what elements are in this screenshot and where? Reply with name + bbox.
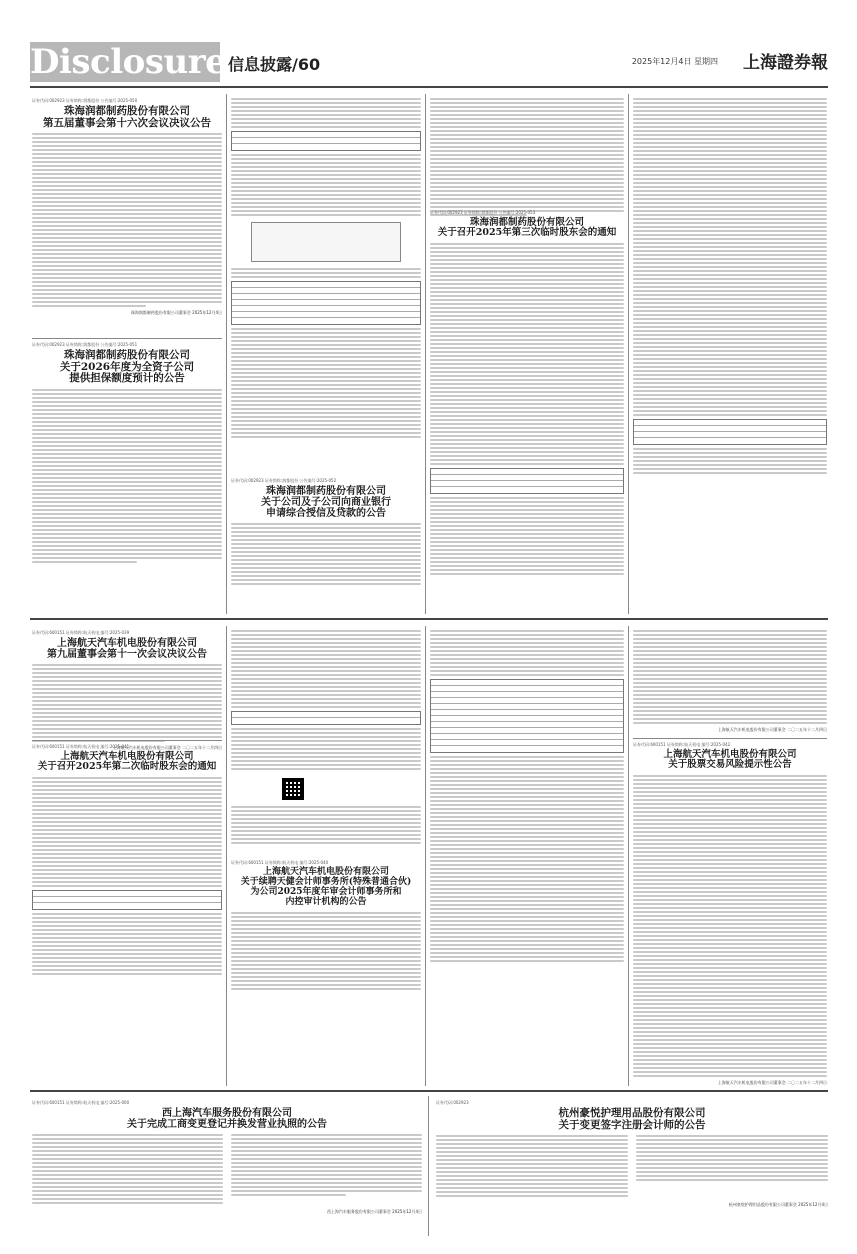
article-meta: 证券代码:600151 证券简称:航天机电 编号:2025-042 bbox=[633, 742, 731, 747]
article-title: 上海航天汽车机电股份有限公司 第九届董事会第十一次会议决议公告 bbox=[47, 638, 207, 660]
article-body bbox=[32, 913, 222, 975]
article-signature: 上海航天汽车机电股份有限公司董事会 二〇二五年十二月四日 bbox=[717, 727, 827, 732]
announcement-article bbox=[633, 742, 827, 1086]
article-title: 上海航天汽车机电股份有限公司 关于股票交易风险提示性公告 bbox=[663, 749, 797, 771]
block-rule bbox=[30, 1090, 828, 1092]
issue-date: 2025年12月4日 星期四 bbox=[631, 57, 718, 66]
announcement-article bbox=[32, 630, 222, 751]
article-meta: 证券代码:600151 证券简称:航天机电 编号:2025-000 bbox=[32, 1100, 130, 1105]
announcement-article bbox=[32, 342, 222, 565]
article-body bbox=[231, 728, 421, 770]
article-body bbox=[231, 98, 421, 128]
article-title: 西上海汽车服务股份有限公司 关于完成工商变更登记并换发营业执照的公告 bbox=[127, 1108, 327, 1130]
article-body bbox=[633, 98, 827, 416]
column-divider bbox=[425, 626, 426, 1086]
article-body bbox=[231, 630, 421, 708]
article-body bbox=[231, 1134, 422, 1206]
article-body bbox=[633, 448, 827, 474]
article-meta: 证券代码:002923 bbox=[436, 1100, 469, 1105]
column-divider bbox=[425, 94, 426, 614]
article-body bbox=[430, 756, 624, 962]
article-title: 珠海润都制药股份有限公司 关于2026年度为全资子公司 提供担保额度预计的公告 bbox=[59, 349, 195, 385]
article-body bbox=[430, 497, 624, 575]
article-body bbox=[32, 1134, 223, 1206]
proposal-table bbox=[633, 419, 827, 445]
article-body bbox=[231, 806, 421, 844]
announcement-article bbox=[231, 860, 421, 992]
article-continuation bbox=[231, 806, 421, 846]
article-body bbox=[633, 630, 827, 724]
article-continuation bbox=[633, 98, 827, 476]
article-body bbox=[436, 1135, 628, 1199]
article-title: 珠海润都制药股份有限公司 第五届董事会第十六次会议决议公告 bbox=[43, 105, 211, 129]
article-signature: 珠海润都制药股份有限公司董事会 2025年12月4日 bbox=[130, 310, 222, 316]
article-meta: 证券代码:002923 证券简称:润都股份 公告编号:2025-051 bbox=[32, 342, 138, 347]
article-body bbox=[430, 630, 624, 676]
article-body bbox=[32, 777, 222, 887]
article-body bbox=[231, 523, 421, 585]
article-meta: 证券代码:600151 证券简称:航天机电 编号:2025-041 bbox=[32, 744, 130, 749]
column-divider bbox=[628, 94, 629, 614]
column-divider bbox=[226, 94, 227, 614]
article-continuation bbox=[231, 98, 421, 440]
article-meta: 证券代码:002923 证券简称:润都股份 公告编号:2025-053 bbox=[430, 210, 536, 215]
article-body bbox=[32, 389, 222, 563]
article-meta: 证券代码:002923 证券简称:润都股份 公告编号:2025-050 bbox=[32, 98, 138, 103]
article-meta: 证券代码:600151 证券简称:航天机电 编号:2025-040 bbox=[231, 860, 329, 865]
column-divider bbox=[428, 1096, 429, 1236]
data-table bbox=[231, 131, 421, 151]
financial-table bbox=[231, 281, 421, 325]
announcement-article bbox=[32, 98, 222, 316]
announcement-article bbox=[436, 1100, 828, 1208]
announcement-article bbox=[32, 1100, 422, 1215]
newspaper-name: 上海證券報 bbox=[743, 53, 828, 73]
column-divider bbox=[226, 626, 227, 1086]
brand-logo: Disclosure bbox=[30, 42, 227, 82]
proposal-table bbox=[32, 890, 222, 910]
masthead bbox=[30, 42, 828, 82]
article-title: 珠海润都制药股份有限公司 关于召开2025年第三次临时股东会的通知 bbox=[437, 217, 617, 239]
article-divider bbox=[633, 738, 827, 739]
article-divider bbox=[32, 338, 222, 339]
column-divider bbox=[628, 626, 629, 1086]
article-meta: 证券代码:002923 证券简称:润都股份 公告编号:2025-052 bbox=[231, 478, 337, 483]
article-body bbox=[231, 912, 421, 990]
proposal-table bbox=[430, 468, 624, 494]
announcement-article bbox=[231, 478, 421, 587]
article-body bbox=[430, 243, 624, 465]
article-continuation bbox=[430, 630, 624, 964]
article-body bbox=[231, 268, 421, 278]
qr-code-icon bbox=[282, 778, 304, 800]
article-body bbox=[636, 1135, 828, 1199]
equity-structure-diagram bbox=[251, 222, 401, 262]
article-body bbox=[32, 133, 222, 307]
article-title: 杭州豪悦护理用品股份有限公司 关于变更签字注册会计师的公告 bbox=[558, 1107, 706, 1131]
announcement-article bbox=[32, 744, 222, 977]
section-title: 信息披露/60 bbox=[228, 55, 321, 74]
article-body bbox=[32, 664, 222, 742]
article-signature: 西上海汽车服务股份有限公司董事会 2025年12月4日 bbox=[326, 1209, 422, 1214]
article-title: 上海航天汽车机电股份有限公司 关于召开2025年第二次临时股东会的通知 bbox=[37, 751, 217, 773]
article-continuation bbox=[231, 630, 421, 772]
article-signature: 上海航天汽车机电股份有限公司董事会 二〇二五年十二月四日 bbox=[717, 1079, 827, 1085]
article-continuation bbox=[633, 630, 827, 733]
article-body bbox=[633, 775, 827, 1077]
article-body bbox=[231, 328, 421, 438]
masthead-rule bbox=[30, 86, 828, 88]
article-title: 上海航天汽车机电股份有限公司 关于续聘天健会计师事务所(特殊普通合伙) 为公司2025年度年审会计师事务所和 内控审计机构的公告 bbox=[240, 867, 412, 907]
article-continuation bbox=[430, 98, 624, 218]
article-signature: 杭州豪悦护理用品股份有限公司董事会 2025年12月4日 bbox=[728, 1202, 828, 1208]
meeting-table bbox=[231, 711, 421, 725]
article-divider bbox=[32, 740, 222, 741]
auditor-info-table bbox=[430, 679, 624, 753]
article-body bbox=[231, 154, 421, 216]
announcement-article bbox=[430, 210, 624, 577]
article-title: 珠海润都制药股份有限公司 关于公司及子公司向商业银行 申请综合授信及贷款的公告 bbox=[261, 486, 391, 519]
block-rule bbox=[30, 618, 828, 620]
article-meta: 证券代码:600151 证券简称:航天机电 编号:2025-039 bbox=[32, 630, 130, 635]
article-signature: 上海航天汽车机电股份有限公司董事会 二〇二五年十二月四日 bbox=[112, 745, 222, 750]
article-body bbox=[430, 98, 624, 216]
